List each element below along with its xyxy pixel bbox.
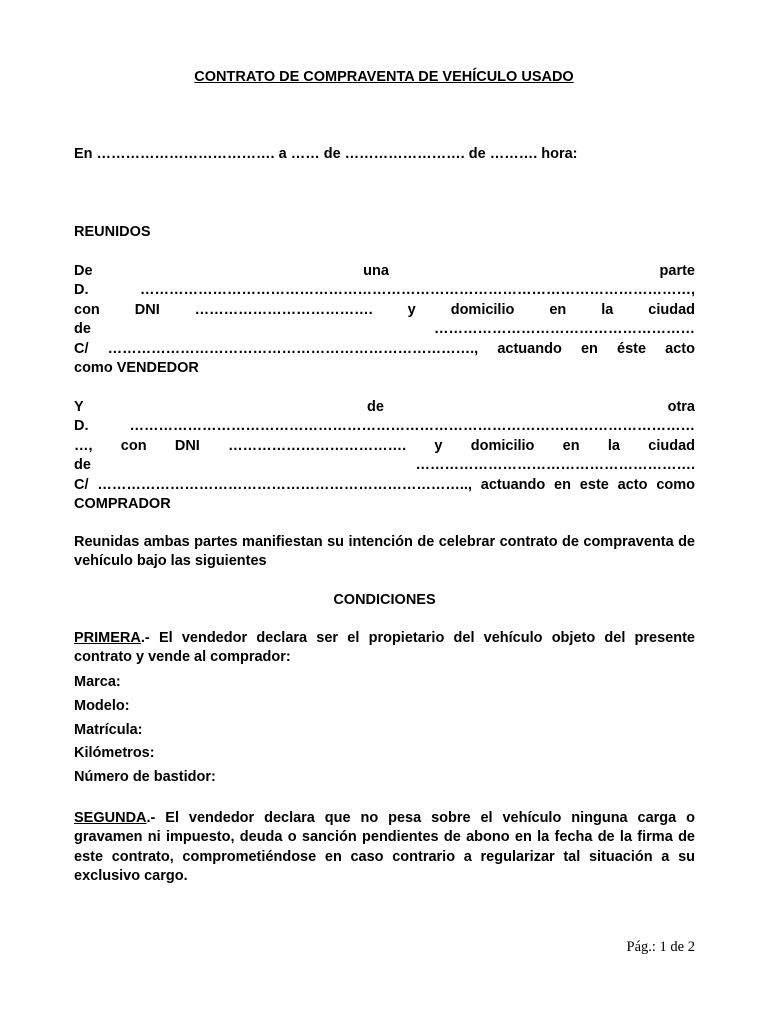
buyer-block: [74, 398, 695, 514]
buyer-line-3: …, con DNI ………………………………. y domicilio en la ciudad: [74, 437, 695, 454]
seller-block: [74, 262, 695, 378]
segunda-text: .- El vendedor declara que no pesa sobre el vehículo ninguna carga o gravamen ni impuesto, deuda o sanción pendientes de abono en la fecha de la firma de este contrato, comprometiéndose en caso contrario a regularizar tal situación a su exclusivo cargo.: [74, 810, 695, 885]
reunidos-heading: REUNIDOS: [74, 224, 151, 240]
segunda-label: SEGUNDA: [74, 810, 147, 826]
seller-line-2: D. ……………………………………………………………………………………………………,: [74, 282, 695, 299]
vehicle-fields: [74, 671, 695, 790]
kilometros-field-label: Kilómetros:: [74, 745, 155, 762]
buyer-line-5: C/ ………………………………………………………………….., actuando en este acto como: [74, 476, 695, 493]
intent-paragraph: Reunidas ambas partes manifiestan su intención de celebrar contrato de compraventa de vehículo bajo las siguientes: [74, 534, 695, 570]
buyer-line-1: Y de otra: [74, 399, 695, 415]
seller-line-6: como VENDEDOR: [74, 359, 199, 376]
modelo-field-label: Modelo:: [74, 697, 130, 714]
segunda-clause: [74, 809, 695, 887]
buyer-line-4: de ………………………………………………….: [74, 457, 695, 474]
place-date-line: En ………………………………. a …… de ……………………. de ………. hora:: [74, 146, 578, 162]
buyer-line-6: COMPRADOR: [74, 495, 171, 512]
seller-line-5: C/ …………………………………………………………………., actuando en éste acto: [74, 340, 695, 357]
matricula-field-label: Matrícula:: [74, 721, 143, 738]
primera-clause: [74, 629, 695, 668]
primera-text: .- El vendedor declara ser el propietario del vehículo objeto del presente contrato y vende al comprador:: [74, 630, 695, 666]
page-number: Pág.: 1 de 2: [626, 939, 695, 955]
conditions-heading: CONDICIONES: [333, 592, 436, 608]
marca-field-label: Marca:: [74, 674, 121, 690]
contract-title: CONTRATO DE COMPRAVENTA DE VEHÍCULO USADO: [194, 69, 574, 85]
seller-line-4: de ………………………………………………: [74, 321, 695, 338]
seller-line-3: con DNI ………………………………. y domicilio en la ciudad: [74, 301, 695, 318]
buyer-line-2: D. ………………………………………………………………………………………………………: [74, 418, 695, 435]
bastidor-field-label: Número de bastidor:: [74, 769, 216, 786]
seller-line-1: De una parte: [74, 263, 695, 279]
primera-label: PRIMERA: [74, 630, 141, 646]
